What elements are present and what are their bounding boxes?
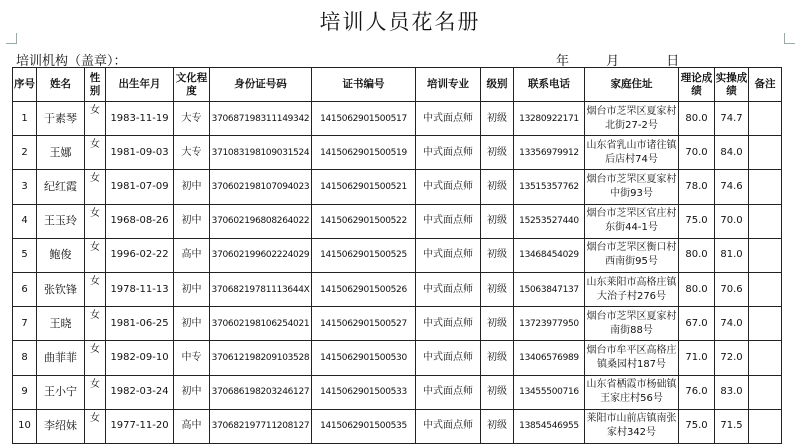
cell-level: 初级 — [481, 102, 514, 136]
cell-education: 高中 — [174, 238, 210, 272]
cell-theory-score: 80.0 — [679, 238, 715, 272]
cell-theory-score: 75.0 — [679, 204, 715, 238]
cell-name: 曲菲菲 — [37, 341, 85, 375]
cell-no: 5 — [13, 238, 37, 272]
col-header-level: 级别 — [481, 68, 514, 102]
cell-no: 7 — [13, 307, 37, 341]
cell-theory-score: 75.0 — [679, 409, 715, 443]
date-day-label: 日 — [666, 54, 680, 69]
cell-id-number: 37068219781113644X — [210, 272, 312, 306]
cell-birth: 1968-08-26 — [106, 204, 174, 238]
cell-no: 6 — [13, 272, 37, 306]
cell-no: 8 — [13, 341, 37, 375]
cell-phone: 13723977950 — [514, 307, 585, 341]
cell-sex: 女 — [85, 375, 106, 409]
cell-address: 莱阳市山前店镇南张家村342号 — [585, 409, 679, 443]
col-header-birth: 出生年月 — [106, 68, 174, 102]
cell-birth: 1981-06-25 — [106, 307, 174, 341]
col-header-certificate: 证书编号 — [312, 68, 416, 102]
cell-theory-score: 80.0 — [679, 102, 715, 136]
cell-theory-score: 78.0 — [679, 170, 715, 204]
cell-phone: 13468454029 — [514, 238, 585, 272]
table-row — [13, 307, 782, 341]
cell-certificate: 1415062901500517 — [312, 102, 416, 136]
page-title: 培训人员花名册 — [319, 10, 481, 34]
cell-level: 初级 — [481, 204, 514, 238]
col-header-id-number: 身份证号码 — [210, 68, 312, 102]
cell-address: 山东莱阳市高格庄镇大治子村276号 — [585, 272, 679, 306]
cell-phone: 13515357762 — [514, 170, 585, 204]
cell-address: 烟台市芝罘区夏家村北街27-2号 — [585, 102, 679, 136]
cell-phone: 15063847137 — [514, 272, 585, 306]
cell-remarks — [749, 204, 782, 238]
cell-id-number: 370686198203246127 — [210, 375, 312, 409]
cell-education: 初中 — [174, 170, 210, 204]
cell-practice-score: 81.0 — [715, 238, 749, 272]
col-header-remarks: 备注 — [749, 68, 782, 102]
cell-level: 初级 — [481, 409, 514, 443]
cell-level: 初级 — [481, 375, 514, 409]
cell-education: 初中 — [174, 307, 210, 341]
cell-level: 初级 — [481, 341, 514, 375]
cell-name: 纪红霞 — [37, 170, 85, 204]
cell-no: 2 — [13, 136, 37, 170]
cell-level: 初级 — [481, 170, 514, 204]
cell-phone: 13455500716 — [514, 375, 585, 409]
col-header-major: 培训专业 — [416, 68, 481, 102]
cell-practice-score: 70.6 — [715, 272, 749, 306]
cell-name: 王晓 — [37, 307, 85, 341]
cell-no: 3 — [13, 170, 37, 204]
cell-major: 中式面点师 — [416, 204, 481, 238]
cell-certificate: 1415062901500527 — [312, 307, 416, 341]
cell-certificate: 1415062901500519 — [312, 136, 416, 170]
cell-education: 初中 — [174, 204, 210, 238]
cell-major: 中式面点师 — [416, 272, 481, 306]
table-row — [13, 170, 782, 204]
cell-certificate: 1415062901500526 — [312, 272, 416, 306]
cell-phone: 13406576989 — [514, 341, 585, 375]
cell-sex: 女 — [85, 170, 106, 204]
date-month-label: 月 — [606, 54, 620, 69]
cell-address: 山东省乳山市诸往镇后店村74号 — [585, 136, 679, 170]
cell-certificate: 1415062901500535 — [312, 409, 416, 443]
cell-sex: 女 — [85, 307, 106, 341]
cell-address: 山东省栖霞市杨础镇王家庄村56号 — [585, 375, 679, 409]
cell-major: 中式面点师 — [416, 136, 481, 170]
col-header-education: 文化程度 — [174, 68, 210, 102]
cell-birth: 1982-09-10 — [106, 341, 174, 375]
cell-id-number: 370612198209103528 — [210, 341, 312, 375]
cell-name: 于素琴 — [37, 102, 85, 136]
cell-name: 王小宁 — [37, 375, 85, 409]
cell-id-number: 370602196808264022 — [210, 204, 312, 238]
cell-remarks — [749, 272, 782, 306]
cell-remarks — [749, 341, 782, 375]
cell-major: 中式面点师 — [416, 375, 481, 409]
header-row — [13, 68, 782, 102]
col-header-phone: 联系电话 — [514, 68, 585, 102]
cell-sex: 女 — [85, 102, 106, 136]
col-header-address: 家庭住址 — [585, 68, 679, 102]
cell-birth: 1983-11-19 — [106, 102, 174, 136]
date-year-label: 年 — [556, 54, 570, 69]
cell-phone: 13854546955 — [514, 409, 585, 443]
cell-phone: 13280922171 — [514, 102, 585, 136]
cell-practice-score: 72.0 — [715, 341, 749, 375]
cell-id-number: 370682197711208127 — [210, 409, 312, 443]
cell-education: 大专 — [174, 102, 210, 136]
cell-no: 10 — [13, 409, 37, 443]
cell-name: 鲍俊 — [37, 238, 85, 272]
cell-name: 张钦锋 — [37, 272, 85, 306]
cell-no: 9 — [13, 375, 37, 409]
cell-remarks — [749, 307, 782, 341]
cell-level: 初级 — [481, 136, 514, 170]
cell-education: 大专 — [174, 136, 210, 170]
cell-address: 烟台市牟平区高格庄镇桑园村187号 — [585, 341, 679, 375]
cell-birth: 1977-11-20 — [106, 409, 174, 443]
cell-certificate: 1415062901500522 — [312, 204, 416, 238]
cell-remarks — [749, 375, 782, 409]
cell-major: 中式面点师 — [416, 170, 481, 204]
cell-sex: 女 — [85, 136, 106, 170]
cell-sex: 女 — [85, 238, 106, 272]
cell-no: 1 — [13, 102, 37, 136]
table-row — [13, 272, 782, 306]
cell-major: 中式面点师 — [416, 238, 481, 272]
col-header-sex: 性别 — [85, 68, 106, 102]
cell-major: 中式面点师 — [416, 102, 481, 136]
cell-practice-score: 84.0 — [715, 136, 749, 170]
training-org-label: 培训机构（盖章）： — [16, 54, 127, 69]
col-header-theory-score: 理论成绩 — [679, 68, 715, 102]
table-row — [13, 102, 782, 136]
cell-id-number: 371083198109031524 — [210, 136, 312, 170]
cell-no: 4 — [13, 204, 37, 238]
col-header-name: 姓名 — [37, 68, 85, 102]
table-row — [13, 341, 782, 375]
cell-address: 烟台市芝罘区夏家村南街88号 — [585, 307, 679, 341]
cell-certificate: 1415062901500530 — [312, 341, 416, 375]
cell-id-number: 370602198107094023 — [210, 170, 312, 204]
cell-remarks — [749, 409, 782, 443]
cell-id-number: 370602198106254021 — [210, 307, 312, 341]
cell-practice-score: 70.0 — [715, 204, 749, 238]
cell-practice-score: 74.6 — [715, 170, 749, 204]
table-row — [13, 238, 782, 272]
table-row — [13, 409, 782, 443]
cell-birth: 1981-07-09 — [106, 170, 174, 204]
cell-theory-score: 80.0 — [679, 272, 715, 306]
cell-major: 中式面点师 — [416, 307, 481, 341]
cell-address: 烟台市芝罘区衡口村西南街95号 — [585, 238, 679, 272]
cell-name: 王玉玲 — [37, 204, 85, 238]
cell-sex: 女 — [85, 204, 106, 238]
cell-education: 中专 — [174, 341, 210, 375]
cell-major: 中式面点师 — [416, 409, 481, 443]
table-body — [13, 102, 782, 444]
cell-phone: 15253527440 — [514, 204, 585, 238]
cell-birth: 1982-03-24 — [106, 375, 174, 409]
cell-practice-score: 74.7 — [715, 102, 749, 136]
cell-birth: 1978-11-13 — [106, 272, 174, 306]
cell-education: 初中 — [174, 272, 210, 306]
cell-remarks — [749, 238, 782, 272]
cell-certificate: 1415062901500533 — [312, 375, 416, 409]
table-row — [13, 375, 782, 409]
cell-address: 烟台市芝罘区官庄村东街44-1号 — [585, 204, 679, 238]
cell-theory-score: 70.0 — [679, 136, 715, 170]
cell-remarks — [749, 102, 782, 136]
cell-level: 初级 — [481, 307, 514, 341]
cell-level: 初级 — [481, 272, 514, 306]
cell-certificate: 1415062901500525 — [312, 238, 416, 272]
cell-id-number: 370602199602224029 — [210, 238, 312, 272]
cell-level: 初级 — [481, 238, 514, 272]
cell-sex: 女 — [85, 272, 106, 306]
cell-practice-score: 74.0 — [715, 307, 749, 341]
cell-name: 李绍妹 — [37, 409, 85, 443]
cell-practice-score: 83.0 — [715, 375, 749, 409]
cell-phone: 13356979912 — [514, 136, 585, 170]
cell-birth: 1981-09-03 — [106, 136, 174, 170]
cell-practice-score: 71.5 — [715, 409, 749, 443]
roster-table — [12, 67, 782, 444]
cell-theory-score: 71.0 — [679, 341, 715, 375]
cell-address: 烟台市芝罘区夏家村中街93号 — [585, 170, 679, 204]
cell-id-number: 370687198311149342 — [210, 102, 312, 136]
cell-sex: 女 — [85, 409, 106, 443]
cell-education: 初中 — [174, 375, 210, 409]
cell-remarks — [749, 136, 782, 170]
table-row — [13, 204, 782, 238]
cell-theory-score: 76.0 — [679, 375, 715, 409]
cell-sex: 女 — [85, 341, 106, 375]
cell-name: 王娜 — [37, 136, 85, 170]
cell-education: 高中 — [174, 409, 210, 443]
cell-major: 中式面点师 — [416, 341, 481, 375]
cell-birth: 1996-02-22 — [106, 238, 174, 272]
col-header-practice-score: 实操成绩 — [715, 68, 749, 102]
col-header-no: 序号 — [13, 68, 37, 102]
cell-remarks — [749, 170, 782, 204]
table-row — [13, 136, 782, 170]
cell-theory-score: 67.0 — [679, 307, 715, 341]
cell-certificate: 1415062901500521 — [312, 170, 416, 204]
